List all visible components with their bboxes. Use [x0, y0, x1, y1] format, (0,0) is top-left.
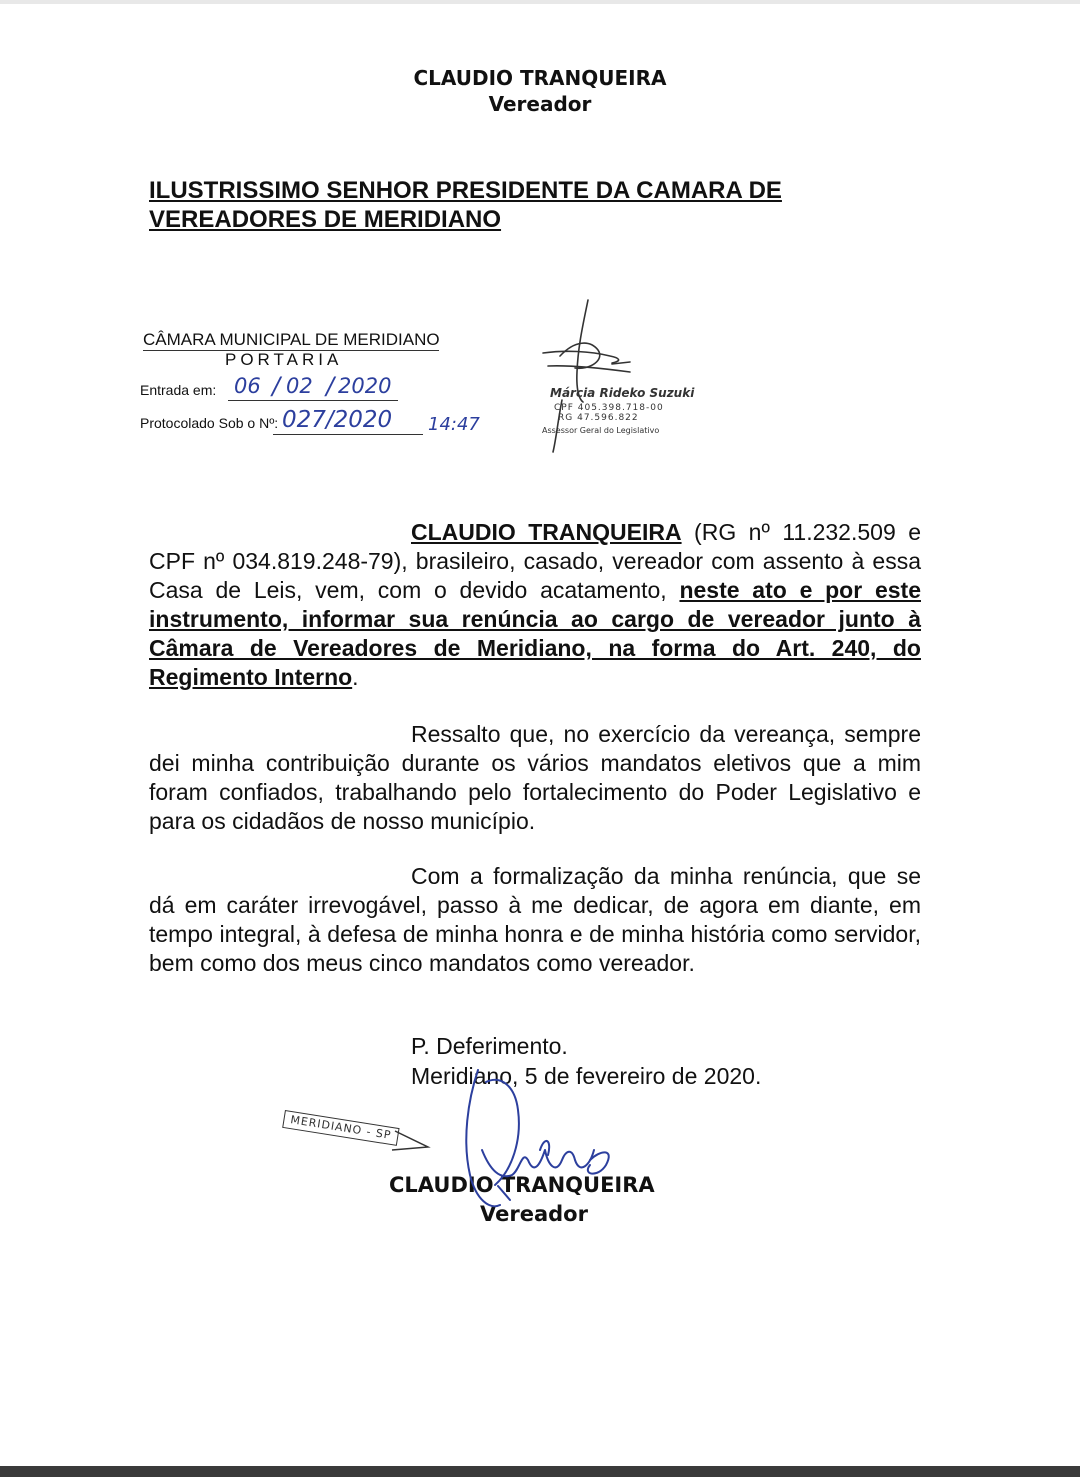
stamp-org: CÂMARA MUNICIPAL DE MERIDIANO: [143, 330, 440, 349]
paragraph-3: [149, 862, 921, 978]
p1-end: .: [352, 664, 359, 690]
city-stamp-text: MERIDIANO - SP: [282, 1110, 399, 1146]
closing-deferimento: P. Deferimento.: [411, 1033, 568, 1059]
entry-year: 2020: [338, 374, 392, 398]
signer-cpf: CPF 405.398.718-00: [554, 403, 664, 413]
signer-name: Márcia Rideko Suzuki: [550, 386, 695, 400]
date-slash-1: /: [272, 372, 281, 400]
addressee-line-2: VEREADORES DE MERIDIANO: [149, 206, 502, 233]
p1-bold-statement: neste ato e por este instrumento, informar sua renúncia ao cargo de vereador junto à Câmara de Vereadores de Meridiano, na forma do Art. 240, do Regimento Interno: [149, 577, 921, 690]
city-stamp: [282, 1110, 399, 1146]
protocol-number: 027/2020: [282, 407, 393, 433]
date-slash-2: /: [326, 372, 335, 400]
entry-date-line: [228, 400, 398, 401]
p3-text: Com a formalização da minha renúncia, que se dá em caráter irrevogável, passo à me dedicar, de agora em diante, em tempo integral, à defesa de minha honra e de minha história como servidor, bem como dos meus cinco mandatos como vereador.: [149, 863, 921, 976]
scan-bottom-edge: [0, 1466, 1080, 1477]
entry-month: 02: [286, 374, 313, 398]
paragraph-1: [149, 518, 921, 692]
letterhead-name: CLAUDIO TRANQUEIRA: [413, 66, 667, 90]
addressee-line-1: ILUSTRISSIMO SENHOR PRESIDENTE DA CAMARA DE: [149, 177, 782, 204]
signer-role: Assessor Geral do Legislativo: [542, 426, 660, 435]
closing-date-line: Meridiano, 5 de fevereiro de 2020.: [411, 1063, 762, 1089]
letterhead-role: Vereador: [488, 92, 592, 116]
p1-name: CLAUDIO TRANQUEIRA: [411, 519, 682, 545]
protocol-line: [273, 434, 423, 435]
signature-role: Vereador: [480, 1202, 588, 1226]
signature-name: CLAUDIO TRANQUEIRA: [389, 1173, 655, 1197]
entry-day: 06: [234, 374, 261, 398]
entry-date-label: Entrada em:: [140, 382, 217, 398]
p2-text: Ressalto que, no exercício da vereança, sempre dei minha contribuição durante os vários mandatos eletivos que a mim foram confiados, trabalhando pelo fortalecimento do Poder Legislativo e para os cidadãos de nosso município.: [149, 721, 921, 834]
scan-top-edge: [0, 0, 1080, 4]
signer-rg: RG 47.596.822: [558, 413, 639, 423]
protocol-time: 14:47: [428, 414, 480, 435]
paragraph-2: [149, 720, 921, 836]
addressee: [149, 176, 921, 234]
protocol-label: Protocolado Sob o Nº:: [140, 415, 279, 431]
p1-text: (RG nº 11.232.509 e CPF nº 034.819.248-79), brasileiro, casado, vereador com assento à essa Casa de Leis, vem, com o devido acatamento,: [149, 519, 921, 603]
stamp-dept: PORTARIA: [225, 350, 343, 369]
